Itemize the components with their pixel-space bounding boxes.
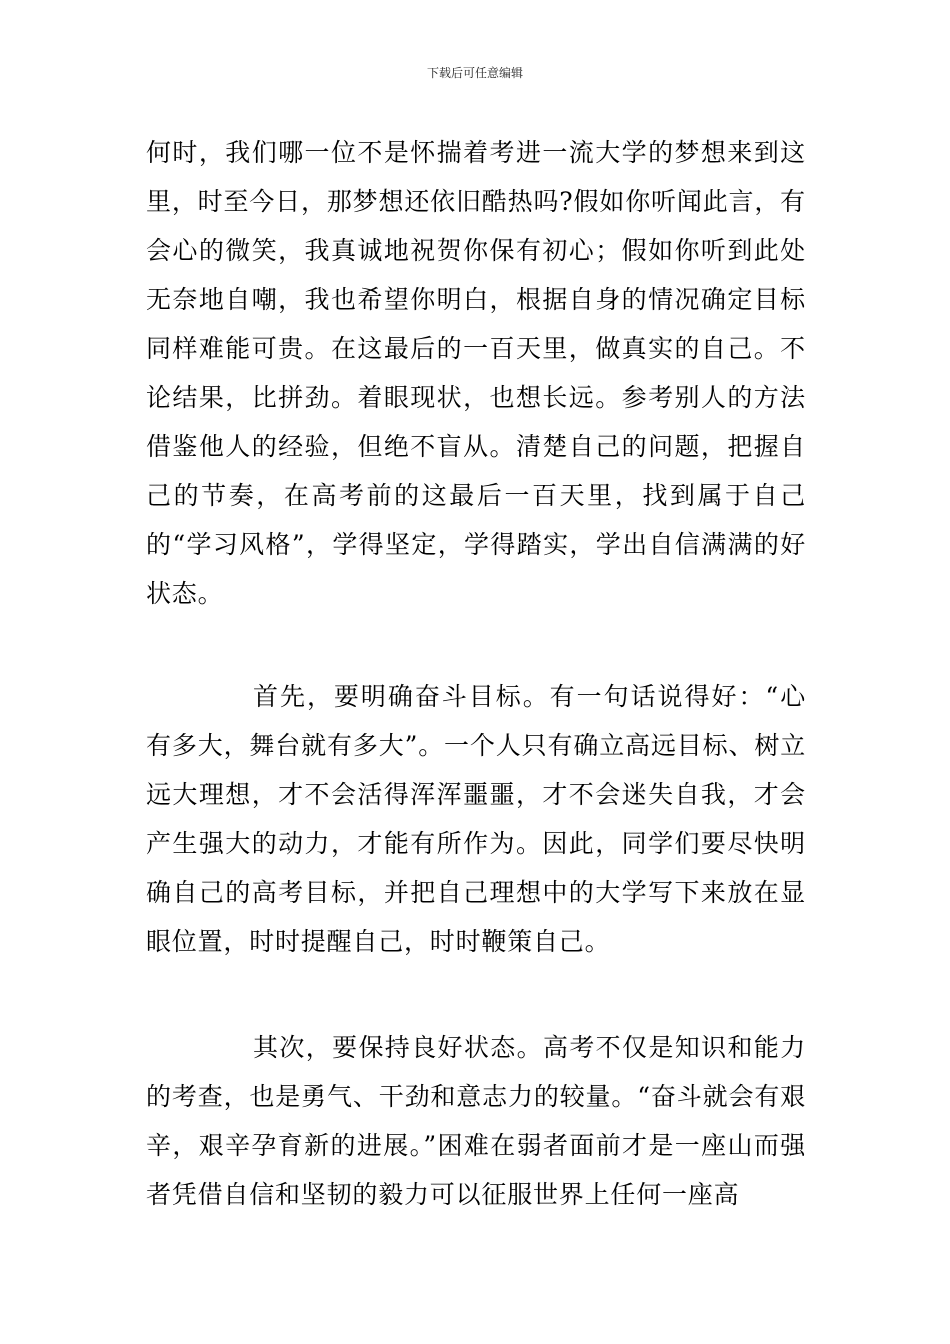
body-paragraph-2: 首先，要明确奋斗目标。有一句话说得好：“心有多大，舞台就有多大”。一个人只有确立高远目标、树立远大理想，才不会活得浑浑噩噩，才不会迷失自我，才会产生强大的动力，才能有所作为。因此，同学们要尽快明确自己的高考目标，并把自己理想中的大学写下来放在显眼位置，时时提醒自己，时时鞭策自己。 bbox=[146, 682, 806, 956]
body-paragraph-1: 何时，我们哪一位不是怀揣着考进一流大学的梦想来到这里，时至今日，那梦想还依旧酷热吗?假如你听闻此言，有会心的微笑，我真诚地祝贺你保有初心；假如你听到此处无奈地自嘲，我也希望你明白，根据自身的情况确定目标同样难能可贵。在这最后的一百天里，做真实的自己。不论结果，比拼劲。着眼现状，也想长远。参考别人的方法借鉴他人的经验，但绝不盲从。清楚自己的问题，把握自己的节奏，在高考前的这最后一百天里，找到属于自己的“学习风格”，学得坚定，学得踏实，学出自信满满的好状态。 bbox=[146, 138, 806, 608]
page-header-note: 下载后可任意编辑 bbox=[426, 66, 523, 80]
body-paragraph-3: 其次，要保持良好状态。高考不仅是知识和能力的考查，也是勇气、干劲和意志力的较量。“奋斗就会有艰辛，艰辛孕育新的进展。”困难在弱者面前才是一座山而强者凭借自信和坚韧的毅力可以征服世界上任何一座高 bbox=[146, 1033, 806, 1209]
